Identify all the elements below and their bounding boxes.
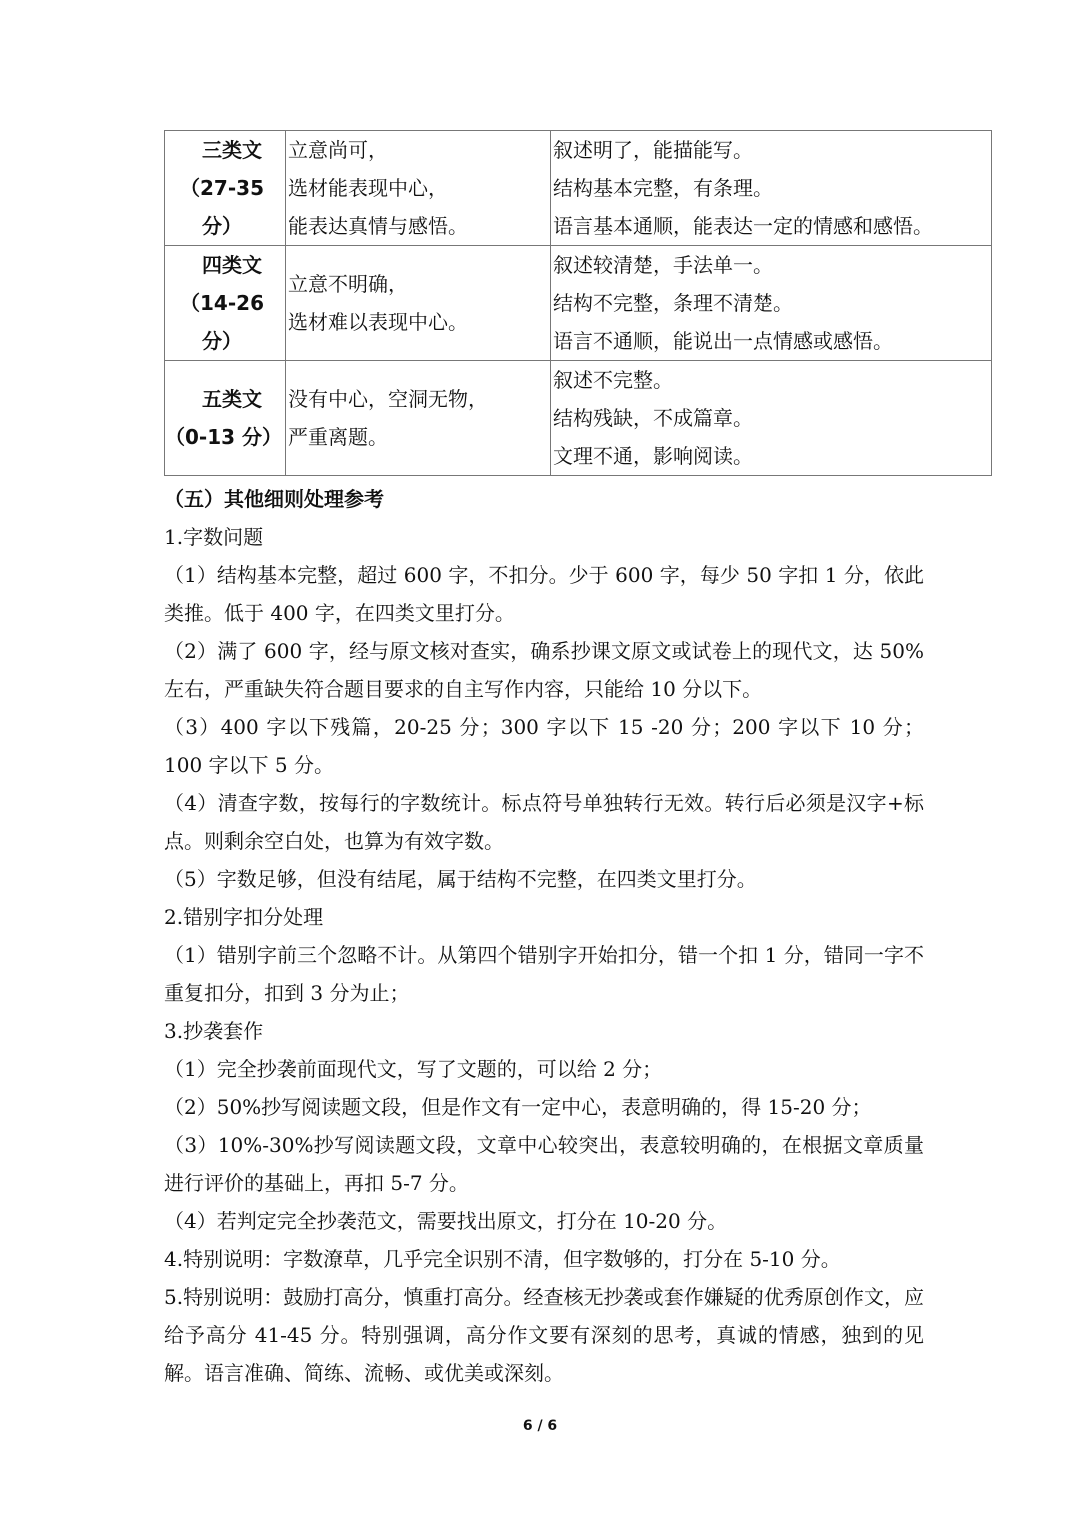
rule-paragraph: （3）400 字以下残篇，20-25 分；300 字以下 15 -20 分；200 字以下 10 分；100 字以下 5 分。 — [164, 715, 924, 777]
expression-cell — [551, 246, 992, 361]
rule-paragraph: （4）清查字数，按每行的字数统计。标点符号单独转行无效。转行后必须是汉字+标点。则剩余空白处，也算为有效字数。 — [164, 791, 924, 853]
content-line: 严重离题。 — [288, 425, 388, 449]
rule-paragraph: （5）字数足够，但没有结尾，属于结构不完整，在四类文里打分。 — [164, 867, 757, 891]
section-heading: （五）其他细则处理参考 — [164, 487, 384, 511]
category-score: （0-13 分） — [165, 425, 283, 449]
special-note: 5.特别说明：鼓励打高分，慎重打高分。经查核无抄袭或套作嫌疑的优秀原创作文，应给予高分 41-45 分。特别强调，高分作文要有深刻的思考，真诚的情感，独到的见解。语言准确、简练、流畅、或优美或深刻。 — [164, 1285, 924, 1385]
subsection-title: 1.字数问题 — [164, 525, 264, 549]
rule-paragraph: （1）结构基本完整，超过 600 字，不扣分。少于 600 字，每少 50 字扣 1 分，依此类推。低于 400 字，在四类文里打分。 — [164, 563, 924, 625]
rule-paragraph: （4）若判定完全抄袭范文，需要找出原文，打分在 10-20 分。 — [164, 1209, 728, 1233]
category-cell — [165, 131, 286, 246]
rule-paragraph: （1）错别字前三个忽略不计。从第四个错别字开始扣分，错一个扣 1 分，错同一字不重复扣分，扣到 3 分为止； — [164, 943, 924, 1005]
rule-paragraph: （2）50%抄写阅读题文段，但是作文有一定中心，表意明确的，得 15-20 分； — [164, 1095, 872, 1119]
rule-paragraph: （3）10%-30%抄写阅读题文段，文章中心较突出，表意较明确的，在根据文章质量进行评价的基础上，再扣 5-7 分。 — [164, 1133, 924, 1195]
content-cell — [286, 361, 551, 476]
category-name: 三类文 — [202, 138, 262, 162]
rules-section — [164, 480, 924, 1392]
category-name: 四类文 — [202, 253, 262, 277]
rule-paragraph: （2）满了 600 字，经与原文核对查实，确系抄课文原文或试卷上的现代文，达 50%左右，严重缺失符合题目要求的自主写作内容，只能给 10 分以下。 — [164, 639, 924, 701]
table-row — [165, 361, 992, 476]
expression-cell — [551, 131, 992, 246]
content-line: 没有中心，空洞无物， — [288, 387, 488, 411]
expression-cell — [551, 361, 992, 476]
content-line: 能表达真情与感悟。 — [288, 214, 468, 238]
expression-line: 叙述较清楚，手法单一。 — [553, 253, 773, 277]
grading-table — [164, 130, 992, 476]
content-line: 立意不明确， — [288, 272, 408, 296]
category-name: 五类文 — [202, 387, 262, 411]
expression-line: 结构基本完整，有条理。 — [553, 176, 773, 200]
subsection-title: 2.错别字扣分处理 — [164, 905, 324, 929]
page-number: 6 / 6 — [522, 1418, 558, 1434]
table-row — [165, 131, 992, 246]
table-row — [165, 246, 992, 361]
content-line: 选材难以表现中心。 — [288, 310, 468, 334]
special-note: 4.特别说明：字数潦草，几乎完全识别不清，但字数够的，打分在 5-10 分。 — [164, 1247, 841, 1271]
expression-line: 语言基本通顺，能表达一定的情感和感悟。 — [553, 214, 933, 238]
category-cell — [165, 361, 286, 476]
rule-paragraph: （1）完全抄袭前面现代文，写了文题的，可以给 2 分； — [164, 1057, 663, 1081]
expression-line: 文理不通，影响阅读。 — [553, 444, 753, 468]
content-line: 立意尚可， — [288, 138, 388, 162]
expression-line: 叙述不完整。 — [553, 368, 673, 392]
expression-line: 叙述明了，能描能写。 — [553, 138, 753, 162]
subsection-title: 3.抄袭套作 — [164, 1019, 264, 1043]
content-cell — [286, 246, 551, 361]
content-cell — [286, 131, 551, 246]
content-line: 选材能表现中心， — [288, 176, 448, 200]
expression-line: 结构不完整，条理不清楚。 — [553, 291, 793, 315]
expression-line: 语言不通顺，能说出一点情感或感悟。 — [553, 329, 893, 353]
category-score: （14-26 分） — [180, 291, 264, 353]
category-cell — [165, 246, 286, 361]
expression-line: 结构残缺，不成篇章。 — [553, 406, 753, 430]
category-score: （27-35 分） — [180, 176, 264, 238]
